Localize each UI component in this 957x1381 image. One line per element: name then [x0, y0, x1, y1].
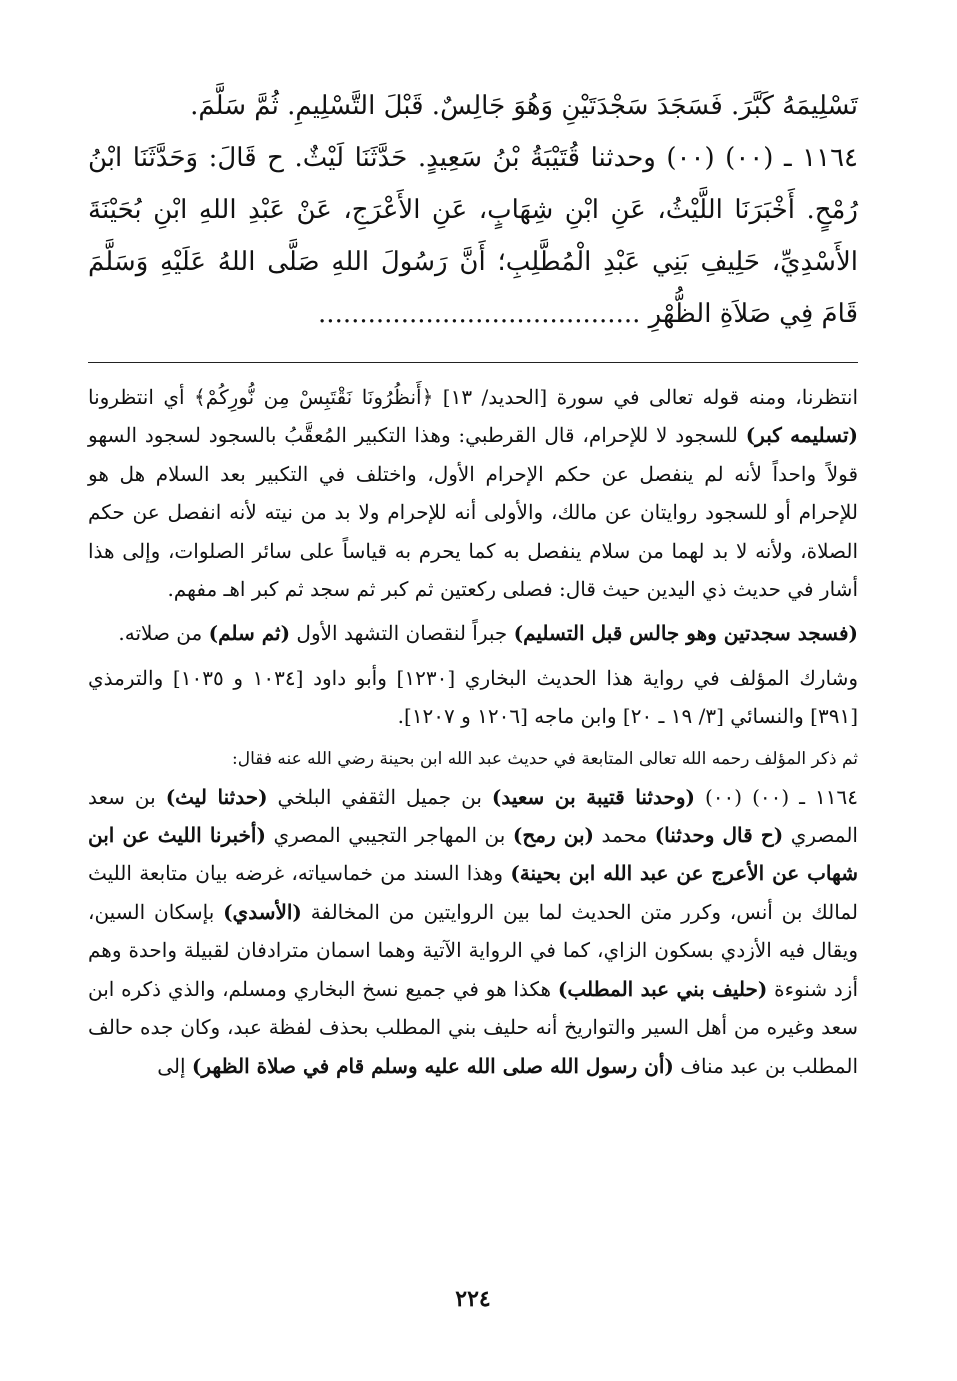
commentary-references: وشارك المؤلف في رواية هذا الحديث البخاري [١٢٣٠] وأبو داود [١٠٣٤ و ١٠٣٥] والترمذي [٣٩١] والنسائي [٣/ ١٩ ـ ٢٠] وابن ماجه [١٢٠٦ و ١٢٠٧]. — [88, 665, 859, 729]
commentary-paragraph-2: (فسجد سجدتين وهو جالس قبل التسليم) جبراً لنقصان التشهد الأول (ثم سلم) من صلاته. — [118, 621, 858, 646]
commentary-paragraph-5: ١١٦٤ ـ (٠٠) (٠٠) (وحدثنا قتيبة بن سعيد) بن جميل الثقفي البلخي (حدثنا ليث) بن سعد المصري (ح قال وحدثنا) محمد (بن رمح) بن المهاجر التجيبي المصري (أخبرنا الليث عن ابن شهاب عن الأعرج عن عبد الله ابن بحينة) وهذا السند من خماسياته، غرضه بيان متابعة الليث لمالك بن أنس، وكرر متن الحديث لما بين الروايتين من المخالفة (الأسدي) بإسكان السين، ويقال فيه الأزدي بسكون الزاي، كما في الرواية الآتية وهما اسمان مترادفان لقبيلة واحدة وهم أزد شنوءة (حليف بني عبد المطلب) هكذا هو في جميع نسخ البخاري ومسلم، والذي ذكره ابن سعد وغيره من أهل السير والتواريخ أنه حليف بني المطلب بحذف لفظة عبد، وكان جده حالف المطلب بن عبد مناف (أن رسول الله صلى الله عليه وسلم قام في صلاة الظهر) إلى — [88, 784, 859, 1078]
commentary — [88, 378, 858, 1091]
page-number: ٢٢٤ — [455, 1286, 491, 1312]
hadith-line-continuation: تَسْلِيمَهُ كَبَّرَ. فَسَجَدَ سَجْدَتَيْنِ وَهُوَ جَالِسٌ. قَبْلَ التَّسْلِيمِ. ثُمَّ سَلَّمَ. — [190, 91, 858, 121]
hadith-paragraph: ١١٦٤ ـ (٠٠) (٠٠) وحدثنا قُتَيْبَةُ بْنُ سَعِيدٍ. حَدَّثَنَا لَيْثٌ. ح قَالَ: وَحَدَّثَنَا ابْنُ رُمْحٍ. أَخْبَرَنَا اللَّيْثُ، عَنِ ابْنِ شِهَابٍ، عَنِ الأَعْرَجِ، عَنْ عَبْدِ اللهِ ابْنِ بُحَيْنَةَ الأَسْدِيِّ، حَلِيفِ بَنِي عَبْدِ الْمُطَّلِبِ؛ أَنَّ رَسُولَ اللهِ صَلَّى اللهُ عَلَيْهِ وَسَلَّمَ قَامَ فِي صَلاَةِ الظُّهْرِ ....................................... — [88, 143, 858, 329]
hadith-text — [88, 80, 858, 340]
commentary-mutabaah-intro: ثم ذكر المؤلف رحمه الله تعالى المتابعة في حديث عبد الله ابن بحينة رضي الله عنه فقال: — [232, 748, 858, 769]
footnote-divider — [88, 362, 858, 363]
commentary-paragraph-1: انتظرنا، ومنه قوله تعالى في سورة [الحديد/ ١٣] ﴿أَنظُرُونَا نَقْتَبِسْ مِن نُّورِكُمْ﴾ أي انتظرونا (تسليمه كبر) للسجود لا للإحرام، قال القرطبي: وهذا التكبير المُعقَّبُ بالسجود لسجود السهو قولاً واحداً لأنه لم ينفصل عن حكم الإحرام الأول، واختلف في التكبير بعد السلام هل هو للإحرام أو للسجود روايتان عن مالك، والأولى أنه للإحرام ولا بد من نيته لأنه انفصل عن حكم الصلاة، ولأنه لا بد لهما من سلام ينفصل به كما يحرم به قياساً على سائر الصلوات، وإلى هذا أشار في حديث ذي اليدين حيث قال: فصلى ركعتين ثم كبر ثم سجد ثم كبر اهـ مفهم. — [88, 385, 859, 602]
